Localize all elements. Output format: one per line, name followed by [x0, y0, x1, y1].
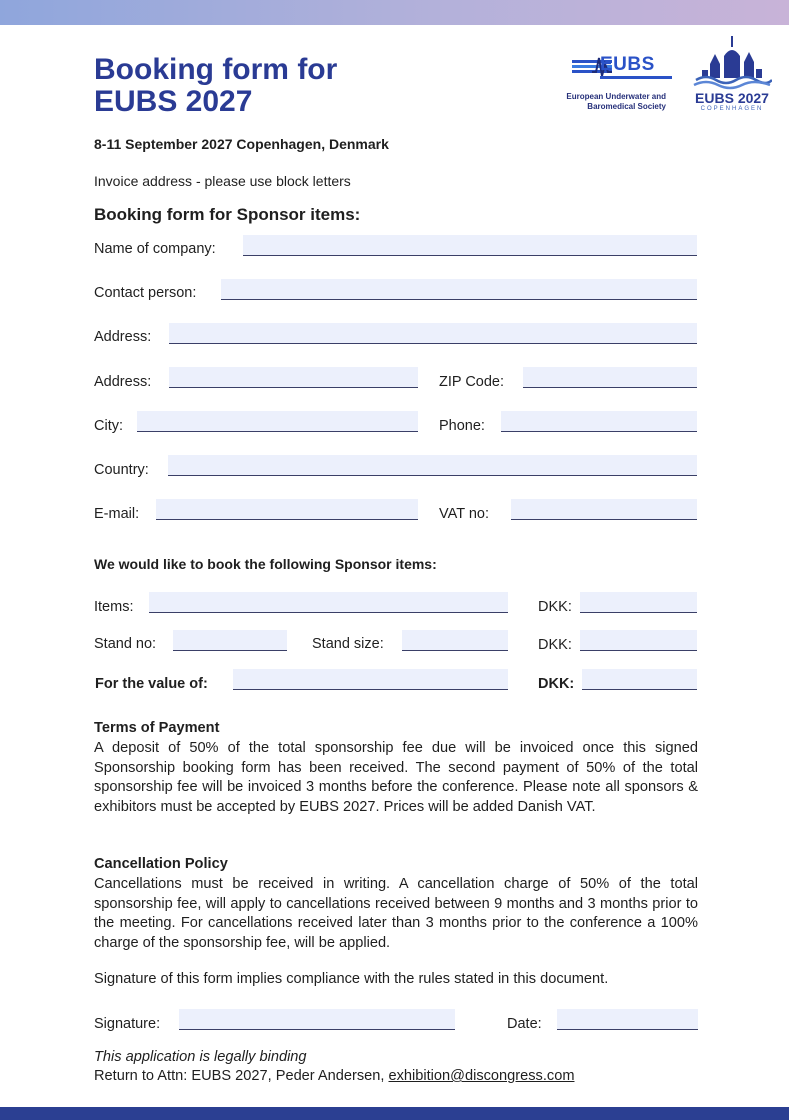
return-address [94, 1068, 574, 1084]
eubs-logo [560, 48, 675, 118]
page-title [94, 54, 474, 118]
sponsor-form-heading: Booking form for Sponsor items: [94, 205, 361, 224]
top-banner [0, 0, 789, 25]
date-field[interactable] [557, 1009, 698, 1030]
dkk3-field[interactable] [582, 669, 697, 690]
legally-binding-note: This application is legally binding [94, 1049, 307, 1065]
city-label: City: [94, 418, 123, 434]
items-label: Items: [94, 599, 134, 615]
cancellation-text: Cancellations must be received in writing. A cancellation charge of 50% of the total sponsorship fee, will apply to cancellations received between 9 months and 3 months prior to the meeting. For cancellations received later than 3 months prior to the conference a 100% charge of the sponsorship fee, will be applied. [94, 876, 698, 951]
dkk2-label: DKK: [538, 637, 572, 653]
terms-heading: Terms of Payment [94, 720, 220, 736]
email-label: E-mail: [94, 506, 140, 522]
city-field[interactable] [137, 411, 418, 432]
address2-field[interactable] [169, 367, 418, 388]
value-field[interactable] [233, 669, 508, 690]
dkk3-label: DKK: [538, 676, 575, 692]
terms-text: A deposit of 50% of the total sponsorship fee due will be invoiced once this signed Sponsorship booking form has been received. The second payment of 50% of the total sponsorship fee will be invoiced 3 months before the conference. Please note all sponsors & exhibitors must be accepted by EUBS 2027. Prices will be added Danish VAT. [94, 740, 698, 815]
zip-label: ZIP Code: [439, 374, 505, 390]
compliance-text: Signature of this form implies compliance with the rules stated in this document. [94, 971, 609, 987]
dkk1-field[interactable] [580, 592, 697, 613]
address1-label: Address: [94, 329, 152, 345]
dkk1-label: DKK: [538, 599, 572, 615]
signature-field[interactable] [179, 1009, 455, 1030]
contact-email-link[interactable]: exhibition@discongress.com [388, 1068, 575, 1084]
country-label: Country: [94, 462, 149, 478]
stand-no-label: Stand no: [94, 636, 157, 652]
signature-label: Signature: [94, 1016, 161, 1032]
return-prefix: Return to Attn: EUBS 2027, Peder Andersen, [94, 1068, 385, 1084]
phone-label: Phone: [439, 418, 485, 434]
eubs-2027-logo-sub: COPENHAGEN [700, 106, 764, 112]
address2-label: Address: [94, 374, 152, 390]
eubs-2027-logo [688, 36, 776, 118]
invoice-note: Invoice address - please use block letters [94, 173, 351, 189]
items-heading: We would like to book the following Sponsor items: [94, 556, 437, 572]
eubs-logo-caption [560, 92, 666, 112]
dkk2-field[interactable] [580, 630, 697, 651]
stand-no-field[interactable] [173, 630, 287, 651]
value-label: For the value of: [95, 676, 208, 692]
phone-field[interactable] [501, 411, 697, 432]
stand-size-field[interactable] [402, 630, 508, 651]
company-label: Name of company: [94, 241, 216, 257]
page-title-line2: EUBS 2027 [94, 85, 253, 118]
country-field[interactable] [168, 455, 697, 476]
zip-field[interactable] [523, 367, 697, 388]
email-field[interactable] [156, 499, 418, 520]
items-field[interactable] [149, 592, 508, 613]
vat-label: VAT no: [439, 506, 489, 522]
eubs-caption-line1: European Underwater and [566, 92, 666, 101]
stand-size-label: Stand size: [312, 636, 384, 652]
date-label: Date: [507, 1016, 542, 1032]
vat-field[interactable] [511, 499, 697, 520]
eubs-2027-logo-text: EUBS 2027 [695, 90, 769, 106]
bottom-banner [0, 1107, 789, 1120]
address1-field[interactable] [169, 323, 697, 344]
page-title-line1: Booking form for [94, 53, 338, 86]
event-dates: 8-11 September 2027 Copenhagen, Denmark [94, 136, 389, 152]
eubs-caption-line2: Baromedical Society [587, 102, 666, 111]
eubs-logo-text: EUBS [600, 54, 655, 75]
company-field[interactable] [243, 235, 697, 256]
cancellation-heading: Cancellation Policy [94, 856, 228, 872]
contact-label: Contact person: [94, 285, 197, 301]
contact-field[interactable] [221, 279, 697, 300]
copenhagen-skyline-icon [692, 36, 772, 90]
